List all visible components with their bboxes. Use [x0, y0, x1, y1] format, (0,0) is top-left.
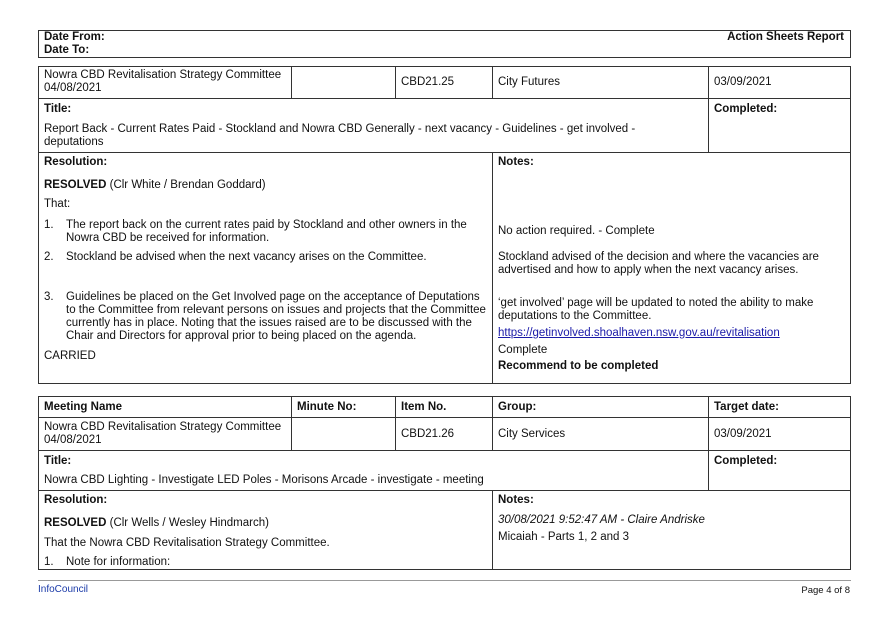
- item2-point1-num: 1.: [44, 556, 54, 568]
- item2-group: City Services: [498, 428, 566, 440]
- item2-resolved-line: [44, 517, 269, 530]
- item1-carried: CARRIED: [44, 350, 96, 362]
- date-to-label: Date To:: [44, 44, 90, 56]
- item2-note-text: Micaiah - Parts 1, 2 and 3: [498, 531, 630, 543]
- item1-note-recommend: Recommend to be completed: [498, 360, 659, 372]
- item2-header-group: Group:: [498, 401, 537, 413]
- item2-resolution-label: Resolution:: [44, 494, 108, 506]
- item1-point3-num: 3.: [44, 291, 54, 303]
- item1-resolved-word: RESOLVED: [44, 179, 107, 191]
- item1-point2-line1: Stockland be advised when the next vacancy arises on the Committee.: [66, 251, 427, 263]
- item1-committee: Nowra CBD Revitalisation Strategy Committee: [44, 69, 282, 81]
- item1-resolved-by: (Clr White / Brendan Goddard): [106, 179, 266, 191]
- item1-point3-line1: Guidelines be placed on the Get Involved page on the acceptance of Deputations: [66, 291, 480, 303]
- item1-completed-label: Completed:: [714, 103, 778, 115]
- item2-title-label: Title:: [44, 455, 72, 467]
- item2-meeting-date: 04/08/2021: [44, 434, 102, 446]
- item1-point3-line3: currently has in place. Noting that the issues raised are to be discussed with the: [66, 317, 472, 329]
- item2-resolved-word: RESOLVED: [44, 517, 107, 529]
- item2-item-no: CBD21.26: [401, 428, 455, 440]
- item1-item-no: CBD21.25: [401, 76, 455, 88]
- item2-header-item-no: Item No.: [401, 401, 447, 413]
- footer-brand: InfoCouncil: [38, 584, 89, 595]
- item1-revitalisation-link[interactable]: https://getinvolved.shoalhaven.nsw.gov.au/revitalisation: [498, 327, 780, 339]
- item1-note1: No action required. - Complete: [498, 225, 655, 237]
- item1-meeting-date: 04/08/2021: [44, 82, 102, 94]
- item2-notes-label: Notes:: [498, 494, 534, 506]
- item1-title-line2: deputations: [44, 136, 104, 148]
- item1-target-date: 03/09/2021: [714, 76, 772, 88]
- item2-note-timestamp: 30/08/2021 9:52:47 AM - Claire Andriske: [498, 514, 705, 526]
- item1-note2-line2: advertised and how to apply when the next vacancy arises.: [498, 264, 799, 276]
- item2-header-target-date: Target date:: [714, 401, 779, 413]
- item2-header-minute-no: Minute No:: [297, 401, 357, 413]
- item1-point2-num: 2.: [44, 251, 54, 263]
- item1-note2-line1: Stockland advised of the decision and where the vacancies are: [498, 251, 819, 263]
- item2-committee: Nowra CBD Revitalisation Strategy Committee: [44, 421, 282, 433]
- item2-title: Nowra CBD Lighting - Investigate LED Poles - Morisons Arcade - investigate - meeting: [44, 474, 484, 486]
- footer-page-number: Page 4 of 8: [801, 585, 850, 596]
- item2-header-meeting-name: Meeting Name: [44, 401, 122, 413]
- footer-divider: [38, 580, 851, 581]
- item2-that: That the Nowra CBD Revitalisation Strategy Committee.: [44, 537, 330, 549]
- item1-point3-line4: Chair and Directors for approval prior to being placed on the agenda.: [66, 330, 417, 342]
- item1-title-label: Title:: [44, 103, 72, 115]
- item1-note-complete: Complete: [498, 344, 548, 356]
- item2-point1: Note for information:: [66, 556, 171, 568]
- item1-notes-label: Notes:: [498, 156, 534, 168]
- item1-point1-line2: Nowra CBD be received for information.: [66, 232, 270, 244]
- item1-resolution-label: Resolution:: [44, 156, 108, 168]
- item1-point3-line2: to the Committee from relevant persons on issues and projects that the Committee: [66, 304, 486, 316]
- item1-resolved-line: [44, 179, 266, 192]
- item2-target-date: 03/09/2021: [714, 428, 772, 440]
- date-from-label: Date From:: [44, 31, 105, 43]
- item1-note3-line2: deputations to the Committee.: [498, 310, 652, 322]
- item1-point1-line1: The report back on the current rates paid by Stockland and other owners in the: [66, 219, 467, 231]
- item2-resolved-by: (Clr Wells / Wesley Hindmarch): [106, 517, 269, 529]
- item1-note3-line1: ‘get involved’ page will be updated to noted the ability to make: [498, 297, 814, 309]
- item1-point1-num: 1.: [44, 219, 54, 231]
- item1-that: That:: [44, 198, 71, 210]
- item1-title-line1: Report Back - Current Rates Paid - Stockland and Nowra CBD Generally - next vacancy - Guidelines - get involved -: [44, 123, 636, 135]
- item2-completed-label: Completed:: [714, 455, 778, 467]
- item1-group: City Futures: [498, 76, 560, 88]
- report-title: Action Sheets Report: [727, 31, 844, 43]
